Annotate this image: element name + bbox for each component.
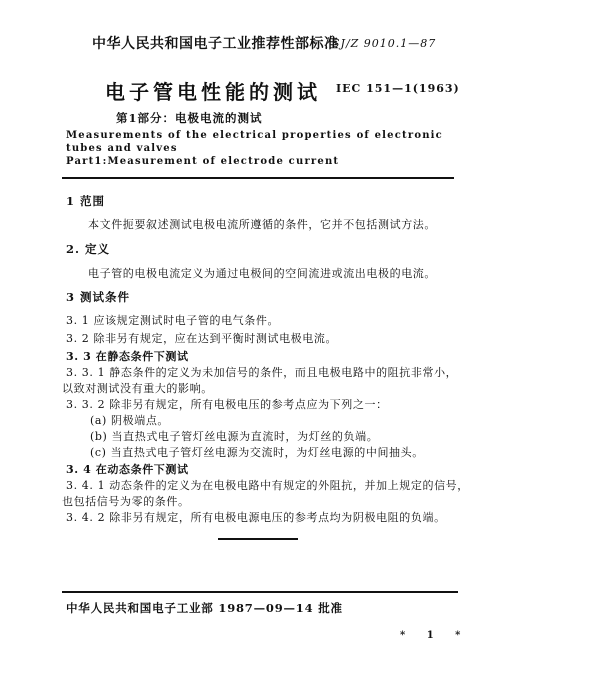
ministry-standard-label: 中华人民共和国电子工业推荐性部标准 (92, 36, 339, 52)
clause-3-3-1-line-2: 以致对测试没有重大的影响。 (62, 382, 213, 395)
english-title-line-1: Measurements of the electrical properties of electronic (66, 130, 443, 141)
footer-divider (62, 591, 458, 593)
clause-3-3: 3. 3 在静态条件下测试 (66, 350, 189, 363)
clause-3-3-2-a: (a) 阴极端点。 (90, 414, 170, 427)
section-2-heading: 2. 定义 (66, 242, 111, 256)
section-1-heading: 1 范围 (66, 194, 106, 208)
clause-3-1: 3. 1 应该规定测试时电子管的电气条件。 (66, 314, 280, 327)
page-number: * 1 * (400, 630, 461, 641)
english-title-line-3: Part1:Measurement of electrode current (66, 156, 340, 167)
standard-code: SJ/Z 9010.1—87 (332, 37, 437, 50)
clause-3-4: 3. 4 在动态条件下测试 (66, 463, 189, 476)
clause-3-3-2-c: (c) 当直热式电子管灯丝电源为交流时，为灯丝电源的中间抽头。 (90, 446, 424, 459)
clause-3-2: 3. 2 除非另有规定，应在达到平衡时测试电极电流。 (66, 332, 338, 345)
document-title: 电子管电性能的测试 (105, 80, 321, 104)
iec-reference: IEC 151—1(1963) (336, 82, 460, 95)
clause-3-3-1-line-1: 3. 3. 1 静态条件的定义为未加信号的条件，而且电极电路中的阻抗非常小， (66, 366, 458, 379)
clause-3-4-1-line-2: 也包括信号为零的条件。 (62, 495, 190, 508)
end-of-text-rule (218, 538, 298, 540)
section-1-text: 本文件扼要叙述测试电极电流所遵循的条件，它并不包括测试方法。 (88, 218, 436, 231)
clause-3-4-2: 3. 4. 2 除非另有规定，所有电极电源电压的参考点均为阴极电阻的负端。 (66, 511, 446, 524)
part-title: 第1部分：电极电流的测试 (116, 111, 263, 125)
header-divider (62, 177, 454, 179)
clause-3-4-1-line-1: 3. 4. 1 动态条件的定义为在电极电路中有规定的外阻抗，并加上规定的信号， (66, 479, 469, 492)
approval-line: 中华人民共和国电子工业部 1987—09—14 批准 (66, 601, 343, 615)
clause-3-3-2-b: (b) 当直热式电子管灯丝电源为直流时，为灯丝的负端。 (90, 430, 379, 443)
clause-3-3-2: 3. 3. 2 除非另有规定，所有电极电压的参考点应为下列之一： (66, 398, 388, 411)
english-title-line-2: tubes and valves (66, 143, 178, 154)
section-3-heading: 3 测试条件 (66, 290, 131, 304)
section-2-text: 电子管的电极电流定义为通过电极间的空间流进或流出电极的电流。 (88, 267, 436, 280)
